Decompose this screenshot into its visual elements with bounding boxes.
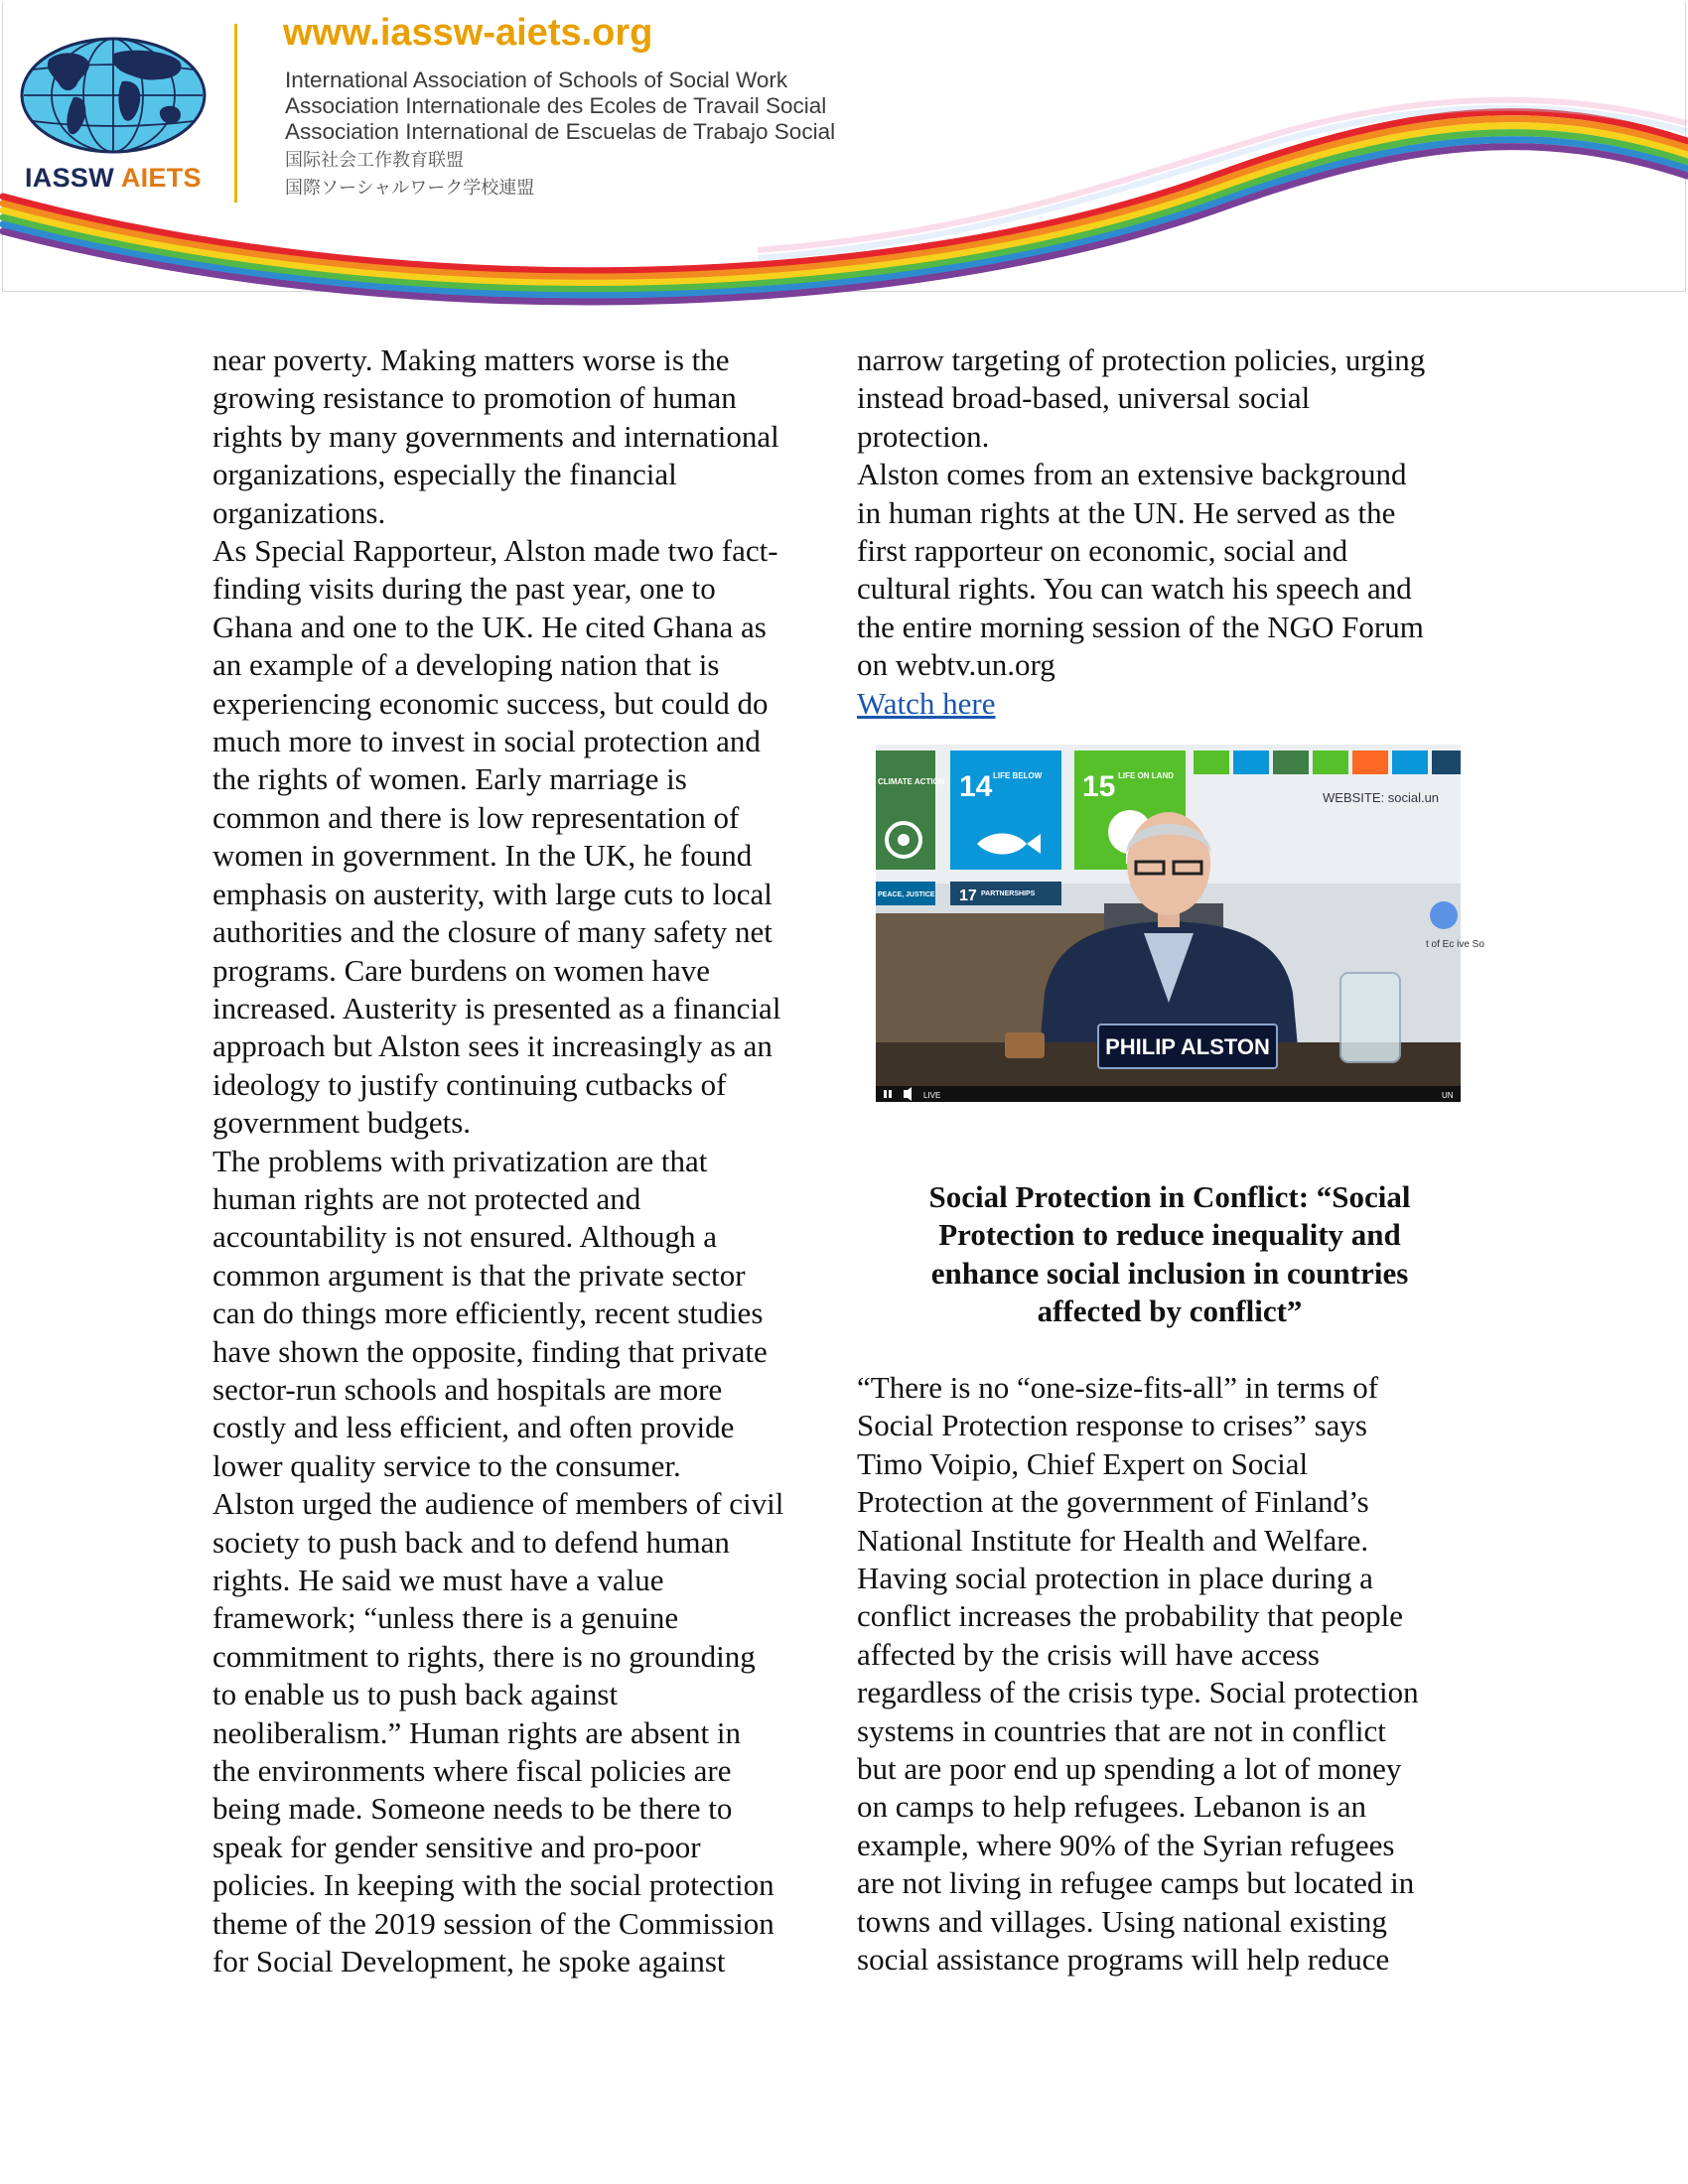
right-column (857, 341, 1482, 723)
logo-text-aiets: AIETS (120, 163, 202, 193)
sdg-16-label: PEACE, JUSTICE (878, 891, 935, 898)
live-label: LIVE (923, 1091, 941, 1100)
sdg-15-label: LIFE ON LAND (1118, 771, 1174, 780)
paragraph: narrow targeting of protection policies, urging instead broad-based, universal social protection. (857, 342, 1426, 454)
corner-label: UN (1442, 1091, 1454, 1100)
sdg-13-label: CLIMATE ACTION (878, 777, 945, 786)
association-name-es: Association International de Escuelas de Trabajo Social (285, 119, 836, 144)
paragraph: Alston comes from an extensive background in human rights at the UN. He served as the first rapporteur on economic, social and cultural rights. You can watch his speech and the entire morning session of the NGO Forum on webtv.un.org (857, 457, 1424, 683)
right-column-continued (857, 1369, 1482, 1979)
video-frame (876, 745, 1484, 1102)
site-url[interactable]: www.iassw-aiets.org (283, 12, 653, 54)
globe-logo-icon (19, 36, 208, 155)
caption-fragment: t of Ec ive So (1426, 939, 1484, 950)
speaker-nameplate: PHILIP ALSTON (1105, 1034, 1270, 1059)
logo-wordmark (25, 163, 202, 194)
association-name-zh: 国际社会工作教育联盟 (285, 150, 464, 170)
sdg-14-number: 14 (959, 770, 993, 803)
speaker-video-still[interactable] (876, 745, 1484, 1102)
paragraph: Alston urged the audience of members of civil society to push back and to defend human rights. He said we must have a value framework; “unless there is a genuine commitment to rights, there is no grounding to enable us to push back against neoliberalism.” Human rights are absent in the environments where fiscal policies are being made. Someone needs to be there to speak for gender sensitive and pro-poor policies. In keeping with the social protection theme of the 2019 session of the Commission for Social Development, he spoke against (212, 1486, 784, 1979)
paragraph: The problems with privatization are that human rights are not protected and accountability is not ensured. Although a common argument is that the private sector can do things more efficiently, recent studies have shown the opposite, finding that private sector-run schools and hospitals are more costly and less efficient, and often provide lower quality service to the consumer. (212, 1143, 768, 1483)
association-name-fr: Association Internationale des Ecoles de Travail Social (285, 93, 827, 118)
paragraph: As Special Rapporteur, Alston made two fact- finding visits during the past year, one to Ghana and one to the UK. He cited Ghana as an example of a developing nation that is experiencing economic success, but could do much more to invest in social protection and the rights of women. Early marriage is common and there is low representation of women in government. In the UK, he found emphasis on austerity, with large cuts to local authorities and the closure of many safety net programs. Care burdens on women have increased. Austerity is presented as a financial approach but Alston sees it increasingly as an ideology to justify continuing cutbacks of government budgets. (212, 533, 781, 1141)
association-name-ja: 国際ソーシャルワーク学校連盟 (285, 178, 535, 198)
rainbow-swoosh-decoration (3, 2, 1687, 292)
logo-text-iassw: IASSW (25, 163, 115, 193)
sdg-14-label: LIFE BELOW (993, 771, 1043, 780)
sdg-17-number: 17 (959, 887, 977, 904)
left-column (212, 341, 840, 1980)
association-name-en: International Association of Schools of Social Work (285, 68, 788, 92)
page-header (2, 2, 1686, 292)
section-heading: Social Protection in Conflict: “Social Protection to reduce inequality and enhance social inclusion in countries affected by conflict” (928, 1179, 1411, 1329)
website-label: WEBSITE: social.un (1323, 790, 1440, 805)
watch-here-link[interactable]: Watch here (857, 685, 996, 721)
sdg-17-label: PARTNERSHIPS (981, 890, 1036, 897)
sdg-15-number: 15 (1082, 770, 1116, 803)
paragraph: near poverty. Making matters worse is the growing resistance to promotion of human rights by many governments and international organizations, especially the financial organizations. (212, 342, 779, 530)
header-divider (234, 24, 237, 203)
paragraph: “There is no “one-size-fits-all” in terms of Social Protection response to crises” says Timo Voipio, Chief Expert on Social Protection at the government of Finland’s National Institute for Health and Welfare. Having social protection in place during a conflict increases the probability that people affected by the crisis will have access regardless of the crisis type. Social protection systems in countries that are not in conflict but are poor end up spending a lot of money on camps to help refugees. Lebanon is an example, where 90% of the Syrian refugees are not living in refugee camps but located in towns and villages. Using national existing social assistance programs will help reduce (857, 1370, 1419, 1978)
